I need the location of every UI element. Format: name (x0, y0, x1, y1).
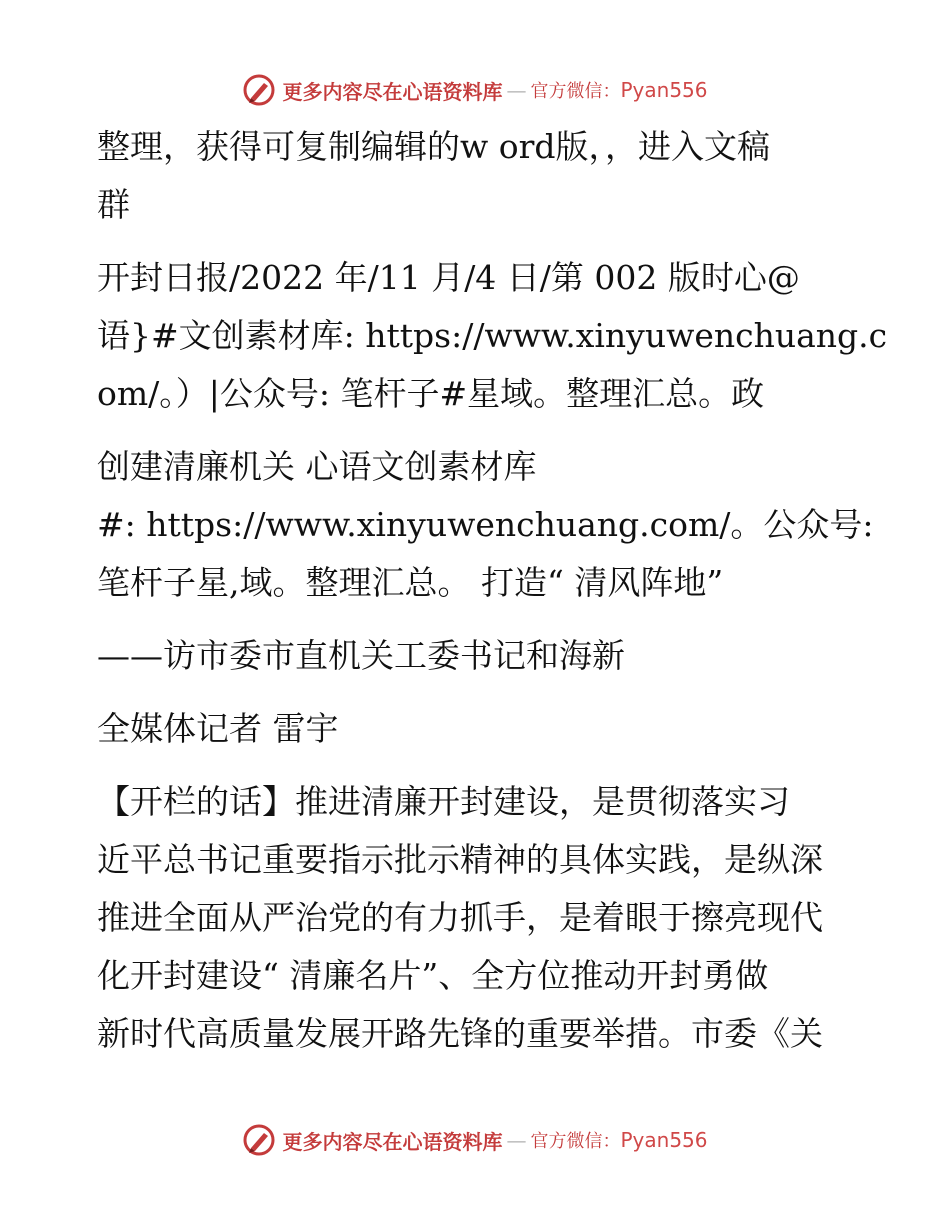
text-line: #: https://www.xinyuwenchuang.com/。公众号: (97, 505, 874, 544)
text-line: om/。）|公众号: 笔杆子#星域。整理汇总。政 (97, 374, 765, 413)
header-wechat-id: Pyan556 (620, 78, 708, 102)
paragraph-intro (97, 118, 857, 234)
text-line: 近平总书记重要指示批示精神的具体实践，是纵深 (97, 840, 823, 879)
text-line: 创建清廉机关 心语文创素材库 (97, 447, 537, 486)
header-banner (0, 70, 950, 110)
header-separator: — (506, 78, 527, 102)
text-line: 化开封建设“ 清廉名片”、全方位推动开封勇做 (97, 956, 769, 995)
paragraph-byline (97, 700, 857, 758)
text-line: 群 (97, 185, 130, 224)
paragraph-source (97, 249, 888, 423)
text-line: ——访市委市直机关工委书记和海新 (97, 636, 625, 675)
paragraph-title (97, 438, 874, 612)
pen-logo-icon (242, 73, 276, 107)
paragraph-editor-note (97, 773, 857, 1063)
footer-banner (0, 1120, 950, 1160)
text-line: 整理，获得可复制编辑的w ord版，，进入文稿 (97, 127, 771, 166)
text-line: 【开栏的话】推进清廉开封建设，是贯彻落实习 (97, 782, 790, 821)
pen-logo-icon (242, 1123, 276, 1157)
document-body (97, 118, 888, 1063)
footer-separator: — (506, 1128, 527, 1152)
text-line: 语}#文创素材库: https://www.xinyuwenchuang.c (97, 316, 888, 355)
text-line: 开封日报/2022 年/11 月/4 日/第 002 版时心@ (97, 258, 800, 297)
text-line: 新时代高质量发展开路先锋的重要举措。市委《关 (97, 1014, 823, 1053)
text-line: 笔杆子星,域。整理汇总。 打造“ 清风阵地” (97, 563, 724, 602)
header-wechat-label: 官方微信： (530, 81, 621, 102)
header-brand-text: 更多内容尽在心语资料库 (282, 79, 503, 104)
footer-wechat-id: Pyan556 (620, 1128, 708, 1152)
text-line: 推进全面从严治党的有力抓手，是着眼于擦亮现代 (97, 898, 823, 937)
footer-wechat-label: 官方微信： (530, 1131, 621, 1152)
paragraph-subtitle (97, 627, 857, 685)
footer-brand-text: 更多内容尽在心语资料库 (282, 1129, 503, 1154)
text-line: 全媒体记者 雷宇 (97, 709, 339, 748)
